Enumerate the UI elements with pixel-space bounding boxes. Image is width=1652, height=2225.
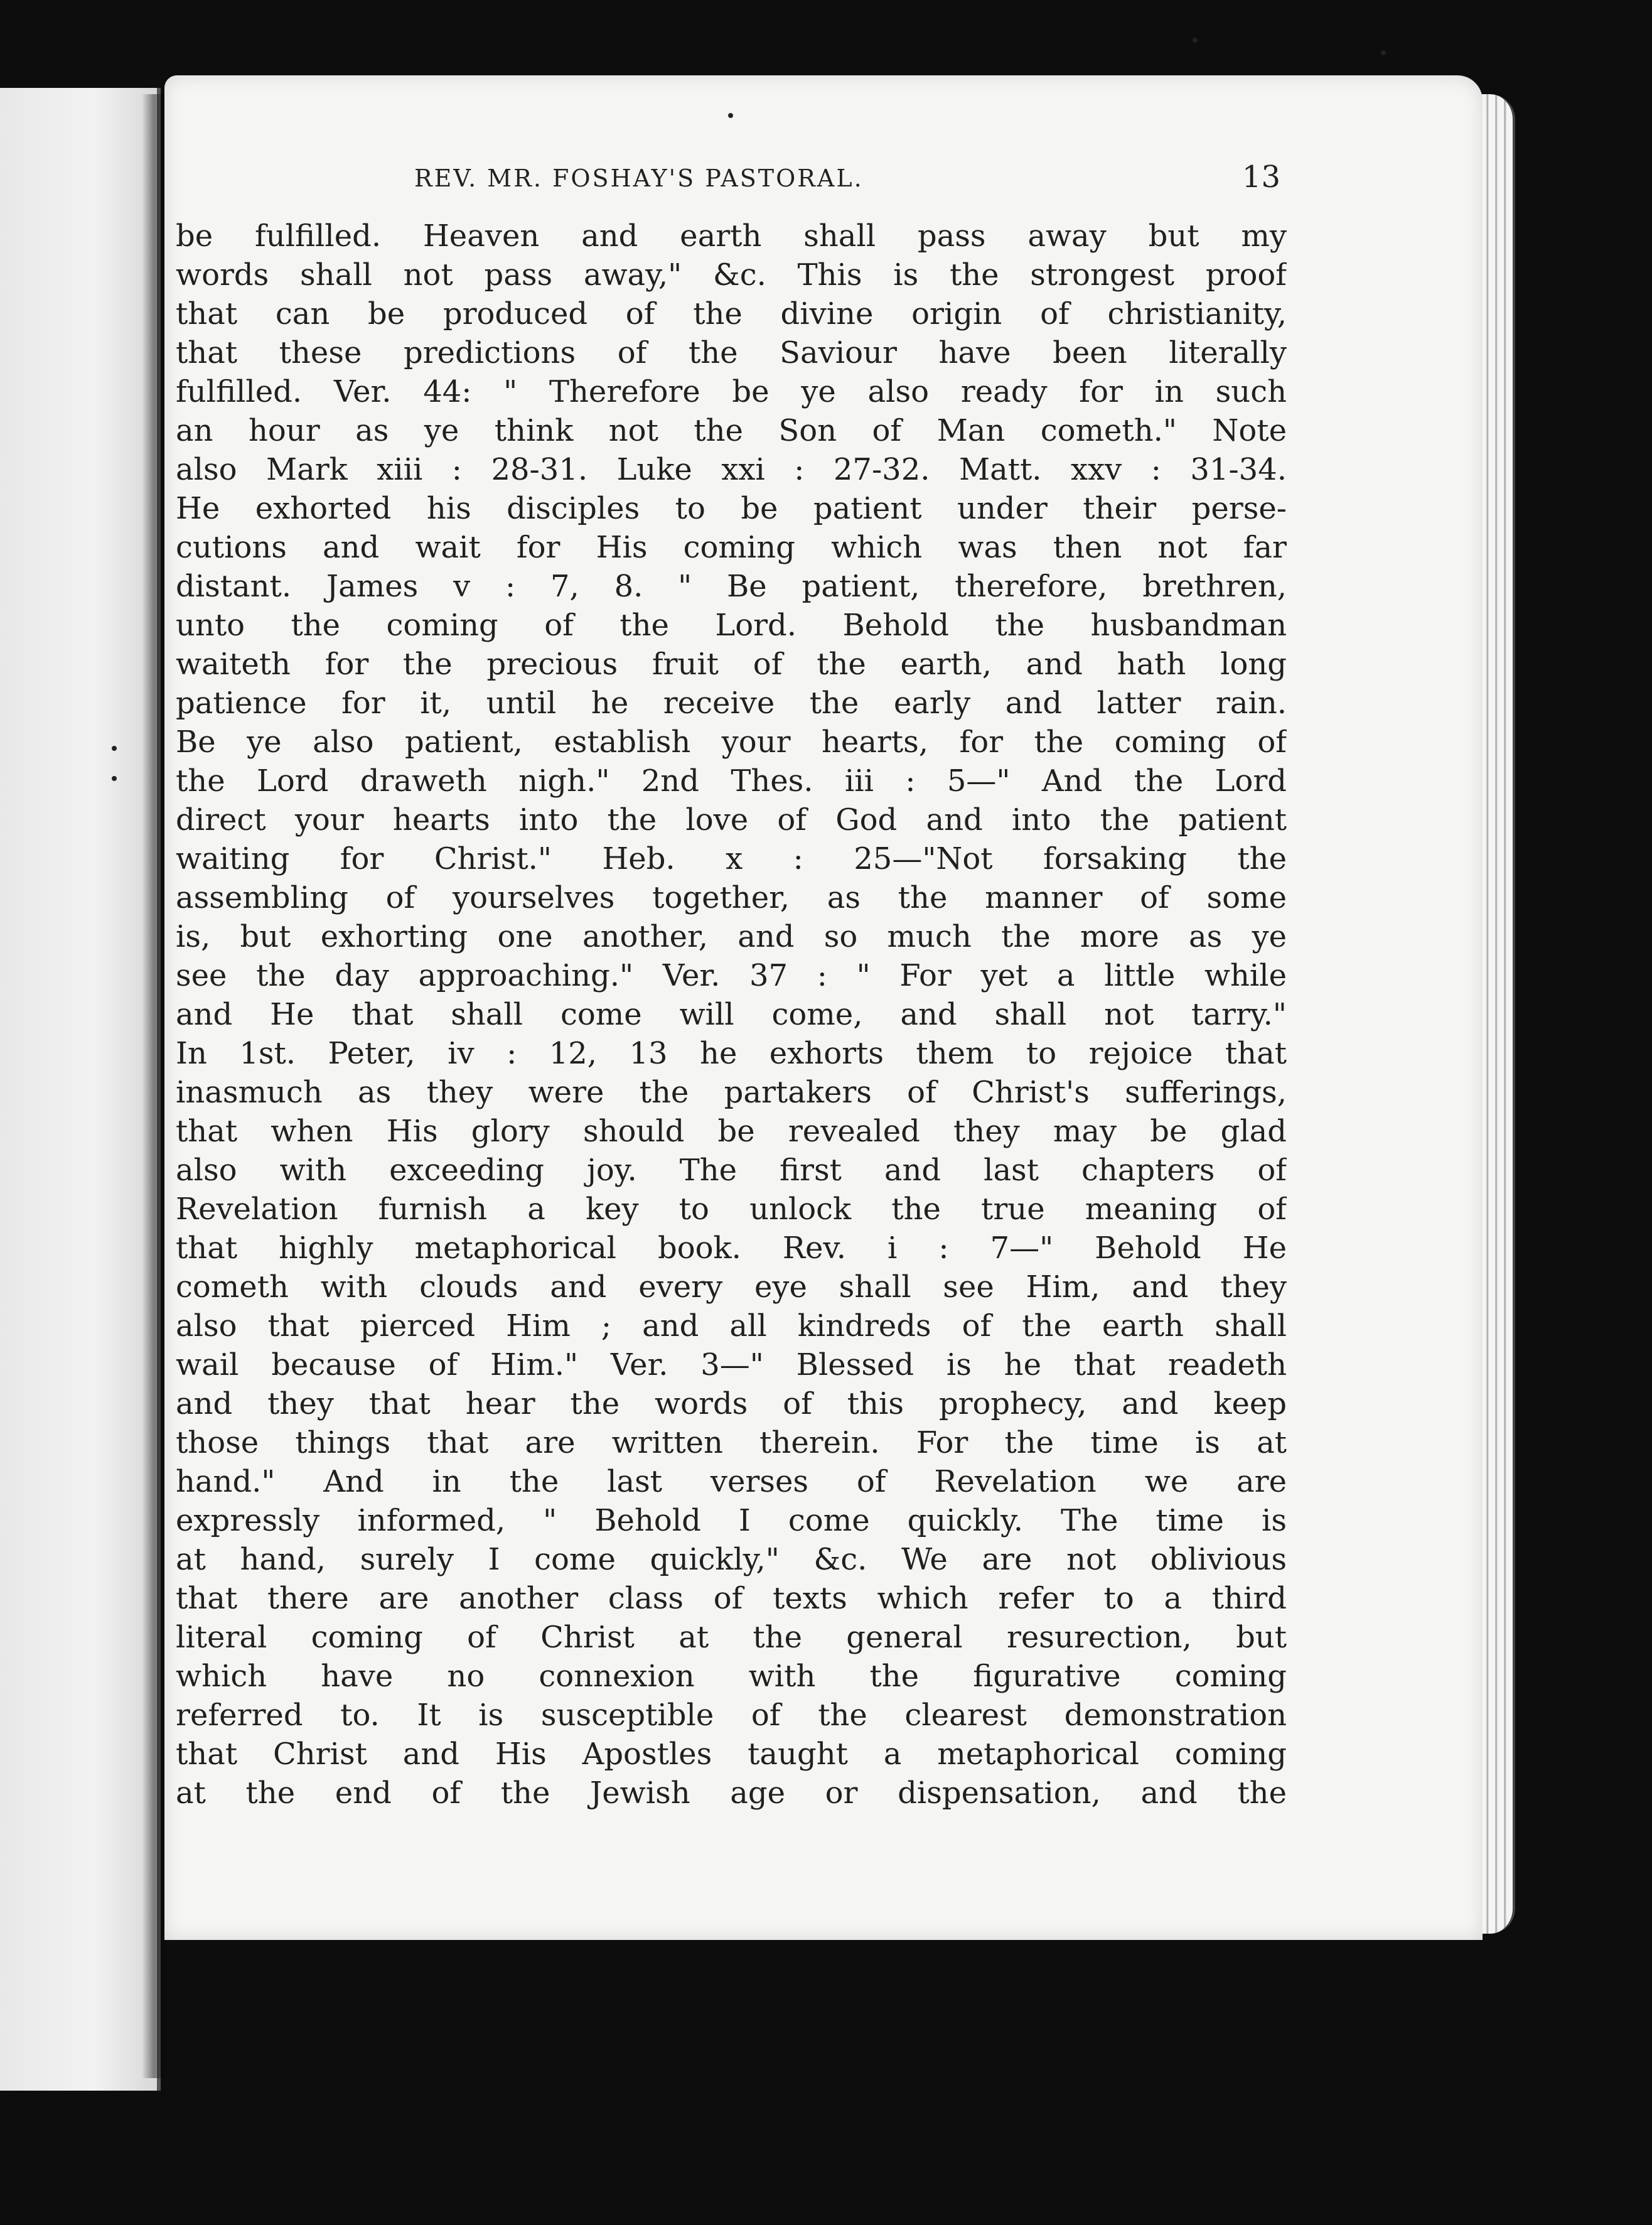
text-line: that there are another class of texts which refer to a third <box>176 1581 1287 1616</box>
text-line: Revelation furnish a key to unlock the true meaning of <box>176 1192 1287 1227</box>
scan-speck <box>112 776 117 781</box>
text-line: be fulfilled. Heaven and earth shall pass away but my <box>176 218 1287 254</box>
scan-speck <box>112 746 117 751</box>
text-line: In 1st. Peter, iv : 12, 13 he exhorts them to rejoice that <box>176 1036 1287 1071</box>
text-line: patience for it, until he receive the early and latter rain. <box>176 686 1287 721</box>
text-line: inasmuch as they were the partakers of Christ's sufferings, <box>176 1075 1287 1110</box>
scan-speck <box>1381 50 1386 55</box>
text-line: expressly informed, " Behold I come quickly. The time is <box>176 1503 1287 1538</box>
facing-page-edge <box>0 88 161 2091</box>
text-line: cutions and wait for His coming which was then not far <box>176 530 1287 565</box>
text-line: that these predictions of the Saviour have been literally <box>176 335 1287 370</box>
text-line: also with exceeding joy. The first and last chapters of <box>176 1153 1287 1188</box>
text-line: at hand, surely I come quickly," &c. We are not oblivious <box>176 1542 1287 1577</box>
running-title: REV. MR. FOSHAY'S PASTORAL. <box>414 164 864 192</box>
text-line: also Mark xiii : 28-31. Luke xxi : 27-32. Matt. xxv : 31-34. <box>176 452 1287 487</box>
text-line: referred to. It is susceptible of the clearest demonstration <box>176 1698 1287 1733</box>
text-line: words shall not pass away," &c. This is the strongest proof <box>176 257 1287 293</box>
text-line: literal coming of Christ at the general resurection, but <box>176 1620 1287 1655</box>
text-line: assembling of yourselves together, as the manner of some <box>176 880 1287 915</box>
text-line: that highly metaphorical book. Rev. i : 7—" Behold He <box>176 1231 1287 1266</box>
scan-speck <box>1193 38 1198 43</box>
text-line: waiteth for the precious fruit of the earth, and hath long <box>176 647 1287 682</box>
scan-speck <box>728 113 733 118</box>
text-line: also that pierced Him ; and all kindreds of the earth shall <box>176 1308 1287 1344</box>
text-line: Be ye also patient, establish your hearts, for the coming of <box>176 725 1287 760</box>
text-line: and He that shall come will come, and shall not tarry." <box>176 997 1287 1032</box>
text-line: distant. James v : 7, 8. " Be patient, therefore, brethren, <box>176 569 1287 604</box>
text-line: that Christ and His Apostles taught a metaphorical coming <box>176 1737 1287 1772</box>
text-line: is, but exhorting one another, and so much the more as ye <box>176 919 1287 954</box>
page-number: 13 <box>1242 159 1280 195</box>
text-line: direct your hearts into the love of God and into the patient <box>176 802 1287 838</box>
text-line: which have no connexion with the figurative coming <box>176 1659 1287 1694</box>
text-line: at the end of the Jewish age or dispensation, and the <box>176 1775 1287 1811</box>
page-header <box>176 159 1280 215</box>
text-line: that when His glory should be revealed they may be glad <box>176 1114 1287 1149</box>
text-line: the Lord draweth nigh." 2nd Thes. iii : 5—" And the Lord <box>176 763 1287 799</box>
text-line: fulfilled. Ver. 44: " Therefore be ye also ready for in such <box>176 374 1287 409</box>
page-body-text <box>176 217 1287 1813</box>
text-line: those things that are written therein. For the time is at <box>176 1425 1287 1460</box>
text-line: cometh with clouds and every eye shall see Him, and they <box>176 1269 1287 1305</box>
text-line: hand." And in the last verses of Revelation we are <box>176 1464 1287 1499</box>
text-line: waiting for Christ." Heb. x : 25—"Not forsaking the <box>176 841 1287 876</box>
text-line: see the day approaching." Ver. 37 : " For yet a little while <box>176 958 1287 993</box>
text-line: wail because of Him." Ver. 3—" Blessed is he that readeth <box>176 1347 1287 1382</box>
text-line: an hour as ye think not the Son of Man cometh." Note <box>176 413 1287 448</box>
text-line: He exhorted his disciples to be patient under their perse- <box>176 491 1287 526</box>
text-line: unto the coming of the Lord. Behold the husbandman <box>176 608 1287 643</box>
text-line: and they that hear the words of this prophecy, and keep <box>176 1386 1287 1421</box>
book-spine-shadow <box>142 94 167 2078</box>
text-line: that can be produced of the divine origin of christianity, <box>176 296 1287 331</box>
